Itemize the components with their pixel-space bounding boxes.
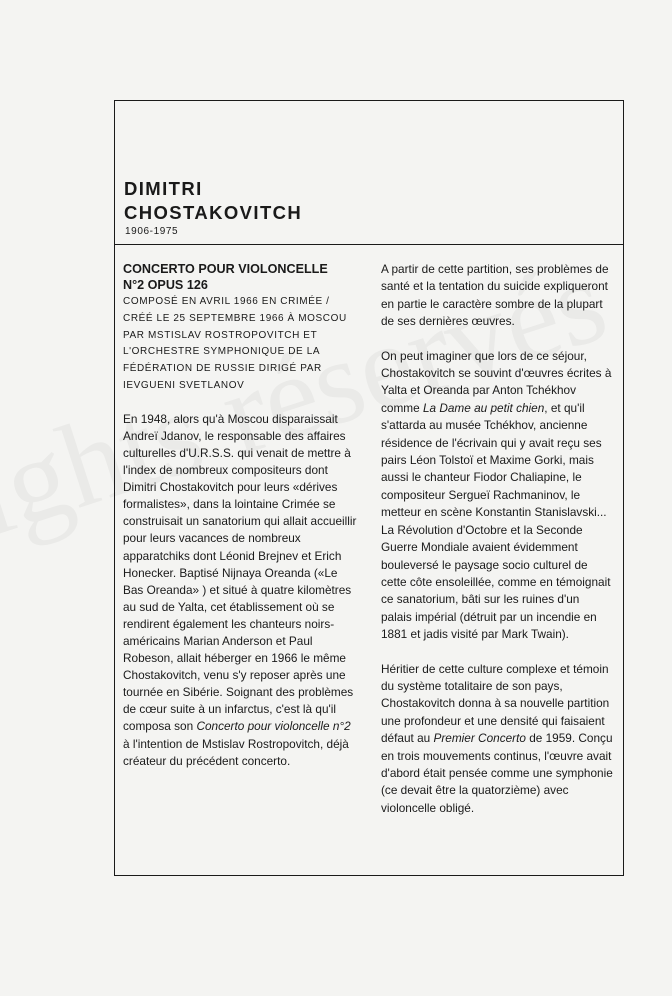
right-paragraph-3-text-a: Héritier de cette culture complexe et témoin du système totalitaire de son pays, Chostakovitch donna à sa nouvelle partition une profondeur et une densité qui faisaient défaut au [381,661,610,746]
work-title [123,261,359,293]
left-paragraph-text-a: En 1948, alors qu'à Moscou disparaissait Andreï Jdanov, le responsable des affaires culturelles d'U.R.S.S. qui venait de mettre à l'index de nombreux compositeurs dont Dimitri Chostakovitch pour leurs «dérives formalistes», dans la lointaine Crimée se construisait un sanatorium qui allait accueillir pour leurs vacances de nombreux apparatchiks dont Léonid Brejnev et Erich Honecker. Baptisé Nijnaya Oreanda («Le Bas Oreanda» ) et situé à quatre kilomètres au sud de Yalta, cet établissement où se rendirent également les chanteurs noirs-américains Marian Anderson et Paul Robeson, allait héberger en 1966 le même Chostakovitch, venu s'y reposer après une tournée en Sibérie. Soignant des problèmes de cœur suite à un infarctus, c'est là qu'il composa son [123,411,357,734]
left-paragraph [123,411,359,770]
concerto-title-italic: Concerto pour violoncelle n°2 [196,719,351,734]
right-column [381,261,613,817]
right-paragraph-2-text-b: , et qu'il s'attarda au musée Tchékhov, ancienne résidence de l'écrivain qui y avait reçu ses pairs Léon Tolstoï et Maxime Gorki, mais aussi le chanteur Fiodor Chaliapine, le compositeur Sergueï Rachmaninov, le metteur en scène Konstantin Stanislavski... La Révolution d'Octobre et la Seconde Guerre Mondiale avaient évidemment bouleversé le paysage socio culturel de cette côte ensoleillée, comme en témoignait ce sanatorium, bâti sur les ruines d'un palais impérial (détruit par un incendie en 1881 et jadis visité par Mark Twain). [381,400,611,642]
left-paragraph-text-b: à l'intention de Mstislav Rostropovitch, déjà créateur du précédent concerto. [123,736,349,768]
composer-header [115,101,623,245]
right-paragraph-2-text-a: On peut imaginer que lors de ce séjour, Chostakovitch se souvint d'œuvres écrites à Yalta et Oreanda par Anton Tchékhov comme [381,348,612,415]
composer-dates: 1906-1975 [125,226,179,237]
right-paragraph-1: A partir de cette partition, ses problèmes de santé et la tentation du suicide expliqueront en partie le caractère sombre de la plupart de ses dernières œuvres. [381,262,609,329]
right-paragraph-2 [381,348,613,644]
work-title-line1: CONCERTO POUR VIOLONCELLE [123,262,328,276]
right-paragraph-3-text-b: de 1959. Conçu en trois mouvements continus, l'œuvre avait d'abord était pensée comme une symphonie (ce devait être la quatorzième) avec violoncelle obligé. [381,731,613,815]
premier-concerto-italic: Premier Concerto [433,731,526,746]
right-paragraph-3 [381,661,613,818]
la-dame-italic: La Dame au petit chien [422,400,545,415]
program-note-frame [114,100,624,876]
composer-name-line2: CHOSTAKOVITCH [124,202,303,223]
work-subtitle: COMPOSÉ EN AVRIL 1966 EN CRIMÉE / CRÉÉ LE 25 SEPTEMBRE 1966 À MOSCOU PAR MSTISLAV ROSTROPOVITCH ET L'ORCHESTRE SYMPHONIQUE DE LA FÉDÉRATION DE RUSSIE DIRIGÉ PAR IEVGUENI SVETLANOV [123,296,347,391]
composer-name-line1: DIMITRI [124,178,203,199]
work-title-line2: N°2 OPUS 126 [123,278,208,292]
left-column [123,261,359,770]
composer-name [124,177,302,225]
